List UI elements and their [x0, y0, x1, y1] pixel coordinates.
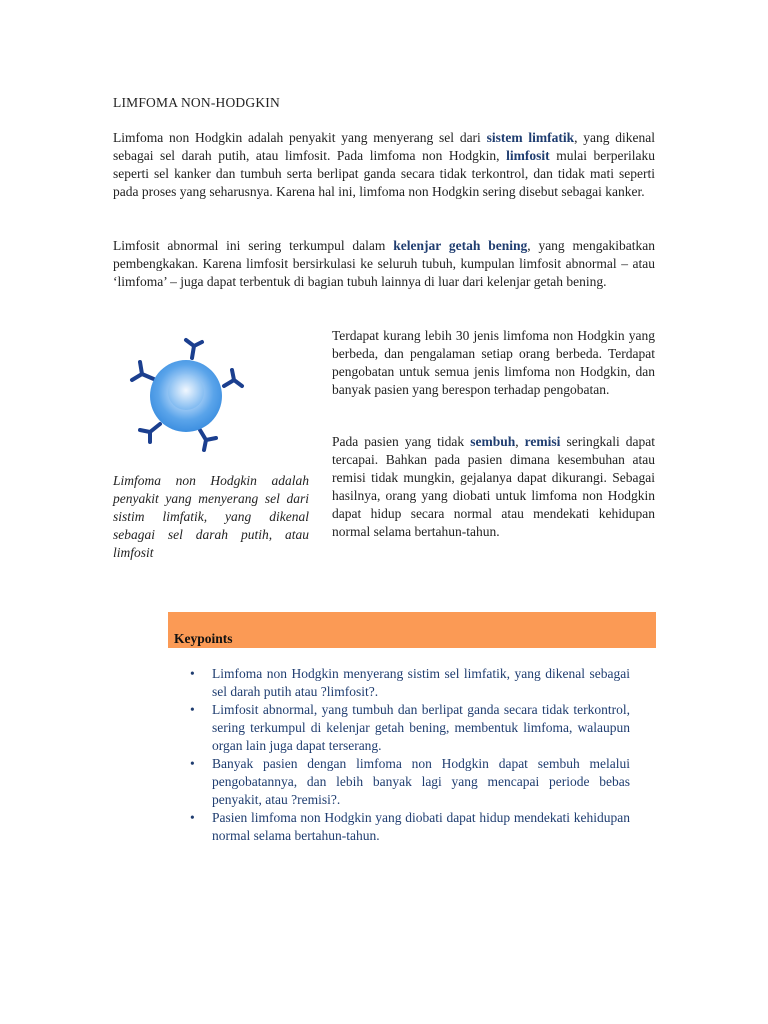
- keypoint-text: Banyak pasien dengan limfoma non Hodgkin dapat sembuh melalui pengobatannya, dan lebih banyak lagi yang mencapai periode bebas penyakit, atau ?remisi?.: [212, 756, 630, 807]
- cell-nucleus: [168, 374, 204, 410]
- receptor-bottom-right: [200, 430, 216, 450]
- receptor-right: [224, 370, 242, 386]
- keypoint-item: [190, 665, 630, 701]
- keypoint-text: Limfoma non Hodgkin menyerang sistim sel limfatik, yang dikenal sebagai sel darah putih atau ?limfosit?.: [212, 666, 630, 699]
- receptor-left: [132, 362, 156, 380]
- p2-text-b: , yang mengakibatkan pembengkakan. Karena limfosit bersirkulasi ke seluruh tubuh, kumpulan limfosit abnormal – atau ‘limfoma’ – juga dapat terbentuk di bagian tubuh lainnya di luar dari kelenjar getah bening.: [113, 238, 655, 289]
- keypoint-text: Limfosit abnormal, yang tumbuh dan berlipat ganda secara tidak terkontrol, sering terkumpul di kelenjar getah bening, membentuk limfoma, walaupun organ lain juga dapat terserang.: [212, 702, 630, 753]
- bullet-icon: •: [190, 666, 195, 681]
- keypoint-item: [190, 809, 630, 845]
- keyword-kelenjar-getah-bening[interactable]: kelenjar getah bening: [393, 238, 528, 253]
- keyword-sistem-limfatik[interactable]: sistem limfatik: [486, 130, 575, 145]
- p1-text-a: Limfoma non Hodgkin adalah penyakit yang menyerang sel dari: [113, 130, 487, 145]
- right-paragraph-1: Terdapat kurang lebih 30 jenis limfoma non Hodgkin yang berbeda, dan pengalaman setiap orang berbeda. Terdapat pengobatan untuk semua jenis limfoma non Hodgkin, dan banyak pasien yang berespon terhadap pengobatan.: [332, 328, 655, 397]
- image-caption: Limfoma non Hodgkin adalah penyakit yang menyerang sel dari sistim limfatik, yang dikenal sebagai sel darah putih, atau limfosit: [113, 473, 309, 560]
- keypoint-item: [190, 755, 630, 809]
- keyword-limfosit[interactable]: limfosit: [506, 148, 550, 163]
- bullet-icon: •: [190, 702, 195, 717]
- p2-text-a: Limfosit abnormal ini sering terkumpul dalam: [113, 238, 394, 253]
- r2-text-a: Pada pasien yang tidak: [332, 434, 471, 449]
- keypoint-item: [190, 701, 630, 755]
- right-paragraph-2: [332, 433, 655, 541]
- keyword-remisi[interactable]: remisi: [524, 434, 561, 449]
- receptor-top: [186, 340, 202, 358]
- lymphocyte-cell-icon: [120, 336, 250, 456]
- receptor-bottom-left: [140, 424, 160, 442]
- document-title: LIMFOMA NON-HODGKIN: [113, 95, 280, 110]
- r2-separator: ,: [515, 434, 525, 449]
- paragraph-2: [113, 237, 655, 291]
- bullet-icon: •: [190, 756, 195, 771]
- keypoint-text: Pasien limfoma non Hodgkin yang diobati dapat hidup mendekati kehidupan normal selama bertahun-tahun.: [212, 810, 630, 843]
- keypoints-list: [190, 665, 630, 845]
- r2-text-b: seringkali dapat tercapai. Bahkan pada pasien dimana kesembuhan atau remisi tidak mungkin, gejalanya dapat dikurangi. Sebagai hasilnya, orang yang diobati untuk limfoma non Hodgkin dapat hidup secara normal atau mendekati kehidupan normal selama bertahun-tahun.: [332, 434, 655, 539]
- p1-text-c: mulai berperilaku seperti sel kanker dan tumbuh serta berlipat ganda secara tidak terkontrol, dan tidak mati seperti pada proses yang seharusnya. Karena hal ini, limfoma non Hodgkin sering disebut sebagai kanker.: [113, 148, 655, 199]
- bullet-icon: •: [190, 810, 195, 825]
- keypoints-header-bar: [168, 612, 656, 648]
- keypoints-title: Keypoints: [174, 631, 233, 646]
- p1-text-b: , yang dikenal sebagai sel darah putih, atau limfosit. Pada limfoma non Hodgkin,: [113, 130, 655, 163]
- keyword-sembuh[interactable]: sembuh: [470, 434, 516, 449]
- paragraph-1: [113, 129, 655, 201]
